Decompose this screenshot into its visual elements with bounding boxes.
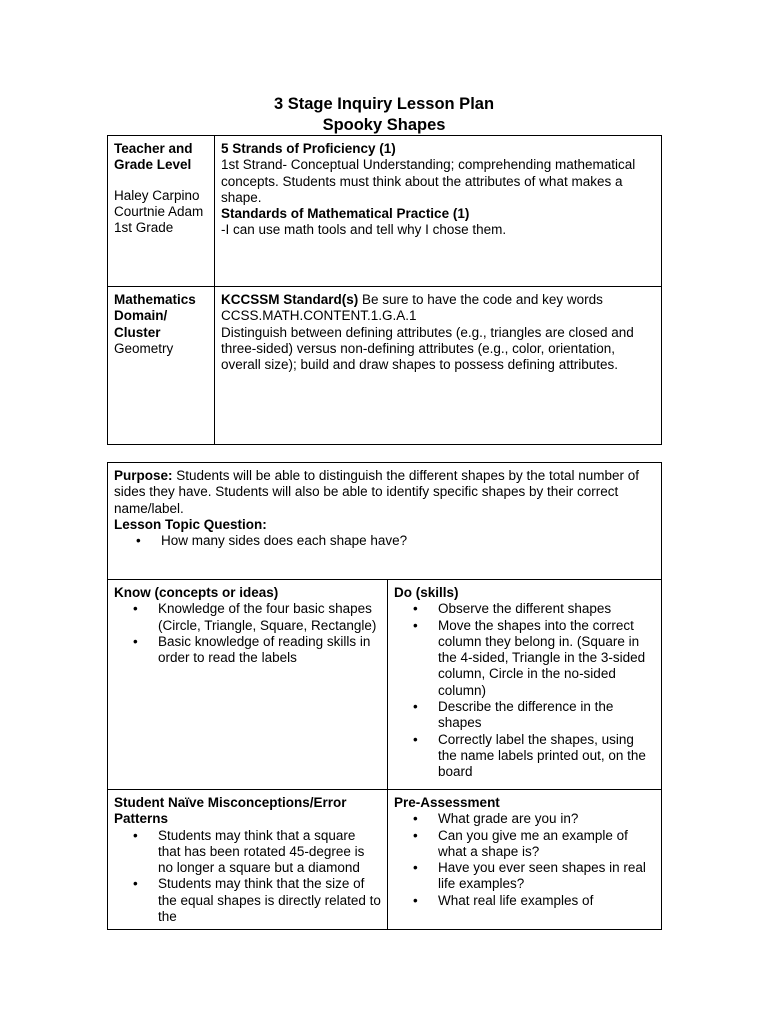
list-item: • Can you give me an example of what a shape is?	[438, 828, 655, 861]
purpose-row	[108, 463, 662, 580]
strands-text: 1st Strand- Conceptual Understanding; comprehending mathematical concepts. Students must think about the attributes of what makes a shape.	[221, 157, 636, 205]
know-do-row	[108, 580, 662, 790]
preassessment-heading: Pre-Assessment	[394, 795, 500, 810]
domain-heading-line1: Mathematics	[114, 292, 196, 307]
misconceptions-list	[114, 828, 381, 926]
purpose-cell	[108, 463, 662, 580]
list-item: • Students may think that a square that has been rotated 45-degree is no longer a square but a diamond	[158, 828, 381, 877]
teacher-name: Haley Carpino	[114, 187, 200, 203]
standards-cell	[215, 287, 662, 445]
list-item: • Basic knowledge of reading skills in order to read the labels	[158, 634, 381, 667]
list-item: • Knowledge of the four basic shapes (Circle, Triangle, Square, Rectangle)	[158, 601, 381, 634]
purpose-paragraph	[114, 468, 655, 517]
teacher-row	[108, 136, 662, 287]
list-item: • Move the shapes into the correct column they belong in. (Square in the 4-sided, Triangle in the 3-sided column, Circle in the no-sided column)	[438, 618, 655, 699]
do-list	[394, 601, 655, 780]
domain-heading-line2: Domain/ Cluster	[114, 308, 168, 340]
grade-level: 1st Grade	[114, 220, 174, 236]
list-item: • How many sides does each shape have?	[161, 533, 655, 549]
topic-list	[114, 533, 655, 549]
kccssm-text: Distinguish between defining attributes (e.g., triangles are closed and three-sided) versus non-defining attributes (e.g., color, orientation, overall size); build and draw shapes to possess defining attributes.	[221, 324, 634, 373]
know-heading: Know (concepts or ideas)	[114, 585, 279, 600]
practice-heading: Standards of Mathematical Practice (1)	[221, 206, 470, 222]
lesson-info-table	[107, 135, 662, 445]
do-heading: Do (skills)	[394, 585, 459, 600]
purpose-label: Purpose:	[114, 468, 173, 483]
list-item: • What grade are you in?	[438, 811, 655, 827]
kccssm-line	[221, 292, 655, 308]
list-item: • Describe the difference in the shapes	[438, 699, 655, 732]
kccssm-heading: KCCSSM Standard(s)	[221, 292, 359, 307]
domain-row	[108, 287, 662, 445]
list-item: • What real life examples of	[438, 893, 655, 909]
list-item: • Observe the different shapes	[438, 601, 655, 617]
teacher-name: Courtnie Adam	[114, 203, 204, 219]
domain-value: Geometry	[114, 340, 174, 356]
misconceptions-heading: Student Naïve Misconceptions/Error Patterns	[114, 795, 347, 827]
topic-label: Lesson Topic Question:	[114, 516, 267, 532]
strands-heading: 5 Strands of Proficiency (1)	[221, 141, 396, 156]
domain-cell	[108, 287, 215, 445]
list-item: • Have you ever seen shapes in real life examples?	[438, 860, 655, 893]
kccssm-code: CCSS.MATH.CONTENT.1.G.A.1	[221, 308, 417, 324]
proficiency-cell	[215, 136, 662, 287]
know-cell	[108, 580, 388, 790]
teacher-cell	[108, 136, 215, 287]
document-title: 3 Stage Inquiry Lesson Plan	[273, 95, 495, 113]
practice-text: -I can use math tools and tell why I chose them.	[221, 222, 507, 238]
know-list	[114, 601, 381, 666]
teacher-heading-line1: Teacher and	[114, 141, 193, 156]
lesson-plan-table	[107, 462, 662, 930]
preassessment-cell	[388, 790, 662, 930]
misconceptions-cell	[108, 790, 388, 930]
kccssm-note: Be sure to have the code and key words	[358, 292, 603, 307]
list-item: • Correctly label the shapes, using the name labels printed out, on the board	[438, 732, 655, 781]
preassessment-list	[394, 811, 655, 909]
do-cell	[388, 580, 662, 790]
purpose-text: Students will be able to distinguish the different shapes by the total number of sides they have. Students will also be able to identify specific shapes by their correct name/label.	[114, 468, 640, 516]
teacher-heading-line2: Grade Level	[114, 157, 192, 173]
misconception-row	[108, 790, 662, 930]
list-item: • Students may think that the size of the equal shapes is directly related to the	[158, 876, 381, 925]
lesson-title: Spooky Shapes	[322, 116, 446, 134]
